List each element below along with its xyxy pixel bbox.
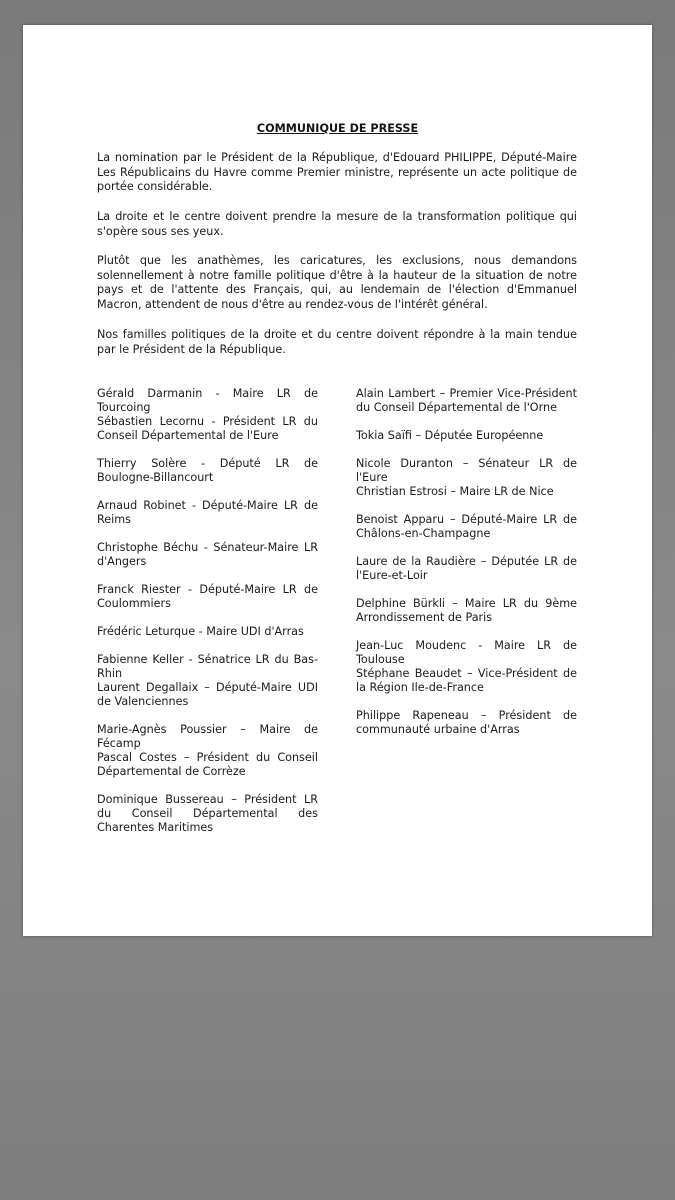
- signatory: Jean-Luc Moudenc - Maire LR de Toulouse: [356, 639, 577, 666]
- signatory: Nicole Duranton – Sénateur LR de l'Eure: [356, 457, 577, 484]
- signatory: Alain Lambert – Premier Vice-Président du Conseil Départemental de l'Orne: [356, 387, 577, 414]
- signatory: Pascal Costes – Président du Conseil Départemental de Corrèze: [97, 751, 318, 778]
- signatory: Laure de la Raudière – Députée LR de l'Eure-et-Loir: [356, 555, 577, 582]
- signatory: Christophe Béchu - Sénateur-Maire LR d'Angers: [97, 541, 318, 568]
- signatory: Philippe Rapeneau – Président de communauté urbaine d'Arras: [356, 709, 577, 736]
- paragraph-appeal: Plutôt que les anathèmes, les caricatures, les exclusions, nous demandons solennellement à notre famille politique d'être à la hauteur de la situation de notre pays et de l'attente des Français, qui, au lendemain de l'élection d'Emmanuel Macron, attendent de nous d'être au rendez-vous de l'intérêt général.: [97, 254, 577, 311]
- signatory: Fabienne Keller - Sénatrice LR du Bas-Rhin: [97, 653, 318, 680]
- document-title: COMMUNIQUE DE PRESSE: [256, 122, 419, 135]
- signatory: Delphine Bürkli – Maire LR du 9ème Arrondissement de Paris: [356, 597, 577, 624]
- signatory: Dominique Bussereau – Président LR du Conseil Départemental des Charentes Maritimes: [97, 793, 318, 834]
- signatory: Benoist Apparu – Député-Maire LR de Châlons-en-Champagne: [356, 513, 577, 540]
- signatory: Marie-Agnès Poussier – Maire de Fécamp: [97, 723, 318, 750]
- signatory: Christian Estrosi – Maire LR de Nice: [356, 485, 554, 498]
- signatory: Thierry Solère - Député LR de Boulogne-Billancourt: [97, 457, 318, 484]
- signatory: Tokia Saïfi – Députée Européenne: [356, 429, 544, 442]
- signatory: Arnaud Robinet - Député-Maire LR de Reims: [97, 499, 318, 526]
- document-page: [23, 25, 652, 936]
- signatory: Stéphane Beaudet – Vice-Président de la Région Ile-de-France: [356, 667, 577, 694]
- signatory: Gérald Darmanin - Maire LR de Tourcoing: [97, 387, 318, 414]
- paragraph-nomination: La nomination par le Président de la République, d'Edouard PHILIPPE, Député-Maire Les Républicains du Havre comme Premier ministre, représente un acte politique de portée considérable.: [97, 151, 577, 193]
- paragraph-transformation: La droite et le centre doivent prendre la mesure de la transformation politique qui s'opère sous ses yeux.: [97, 210, 577, 238]
- signatory: Franck Riester - Député-Maire LR de Coulommiers: [97, 583, 318, 610]
- signatory: Laurent Degallaix – Député-Maire UDI de Valenciennes: [97, 681, 318, 708]
- signatory: Frédéric Leturque - Maire UDI d'Arras: [97, 625, 304, 638]
- paragraph-conclusion: Nos familles politiques de la droite et du centre doivent répondre à la main tendue par le Président de la République.: [97, 328, 577, 356]
- signatory: Sébastien Lecornu - Président LR du Conseil Départemental de l'Eure: [97, 415, 318, 442]
